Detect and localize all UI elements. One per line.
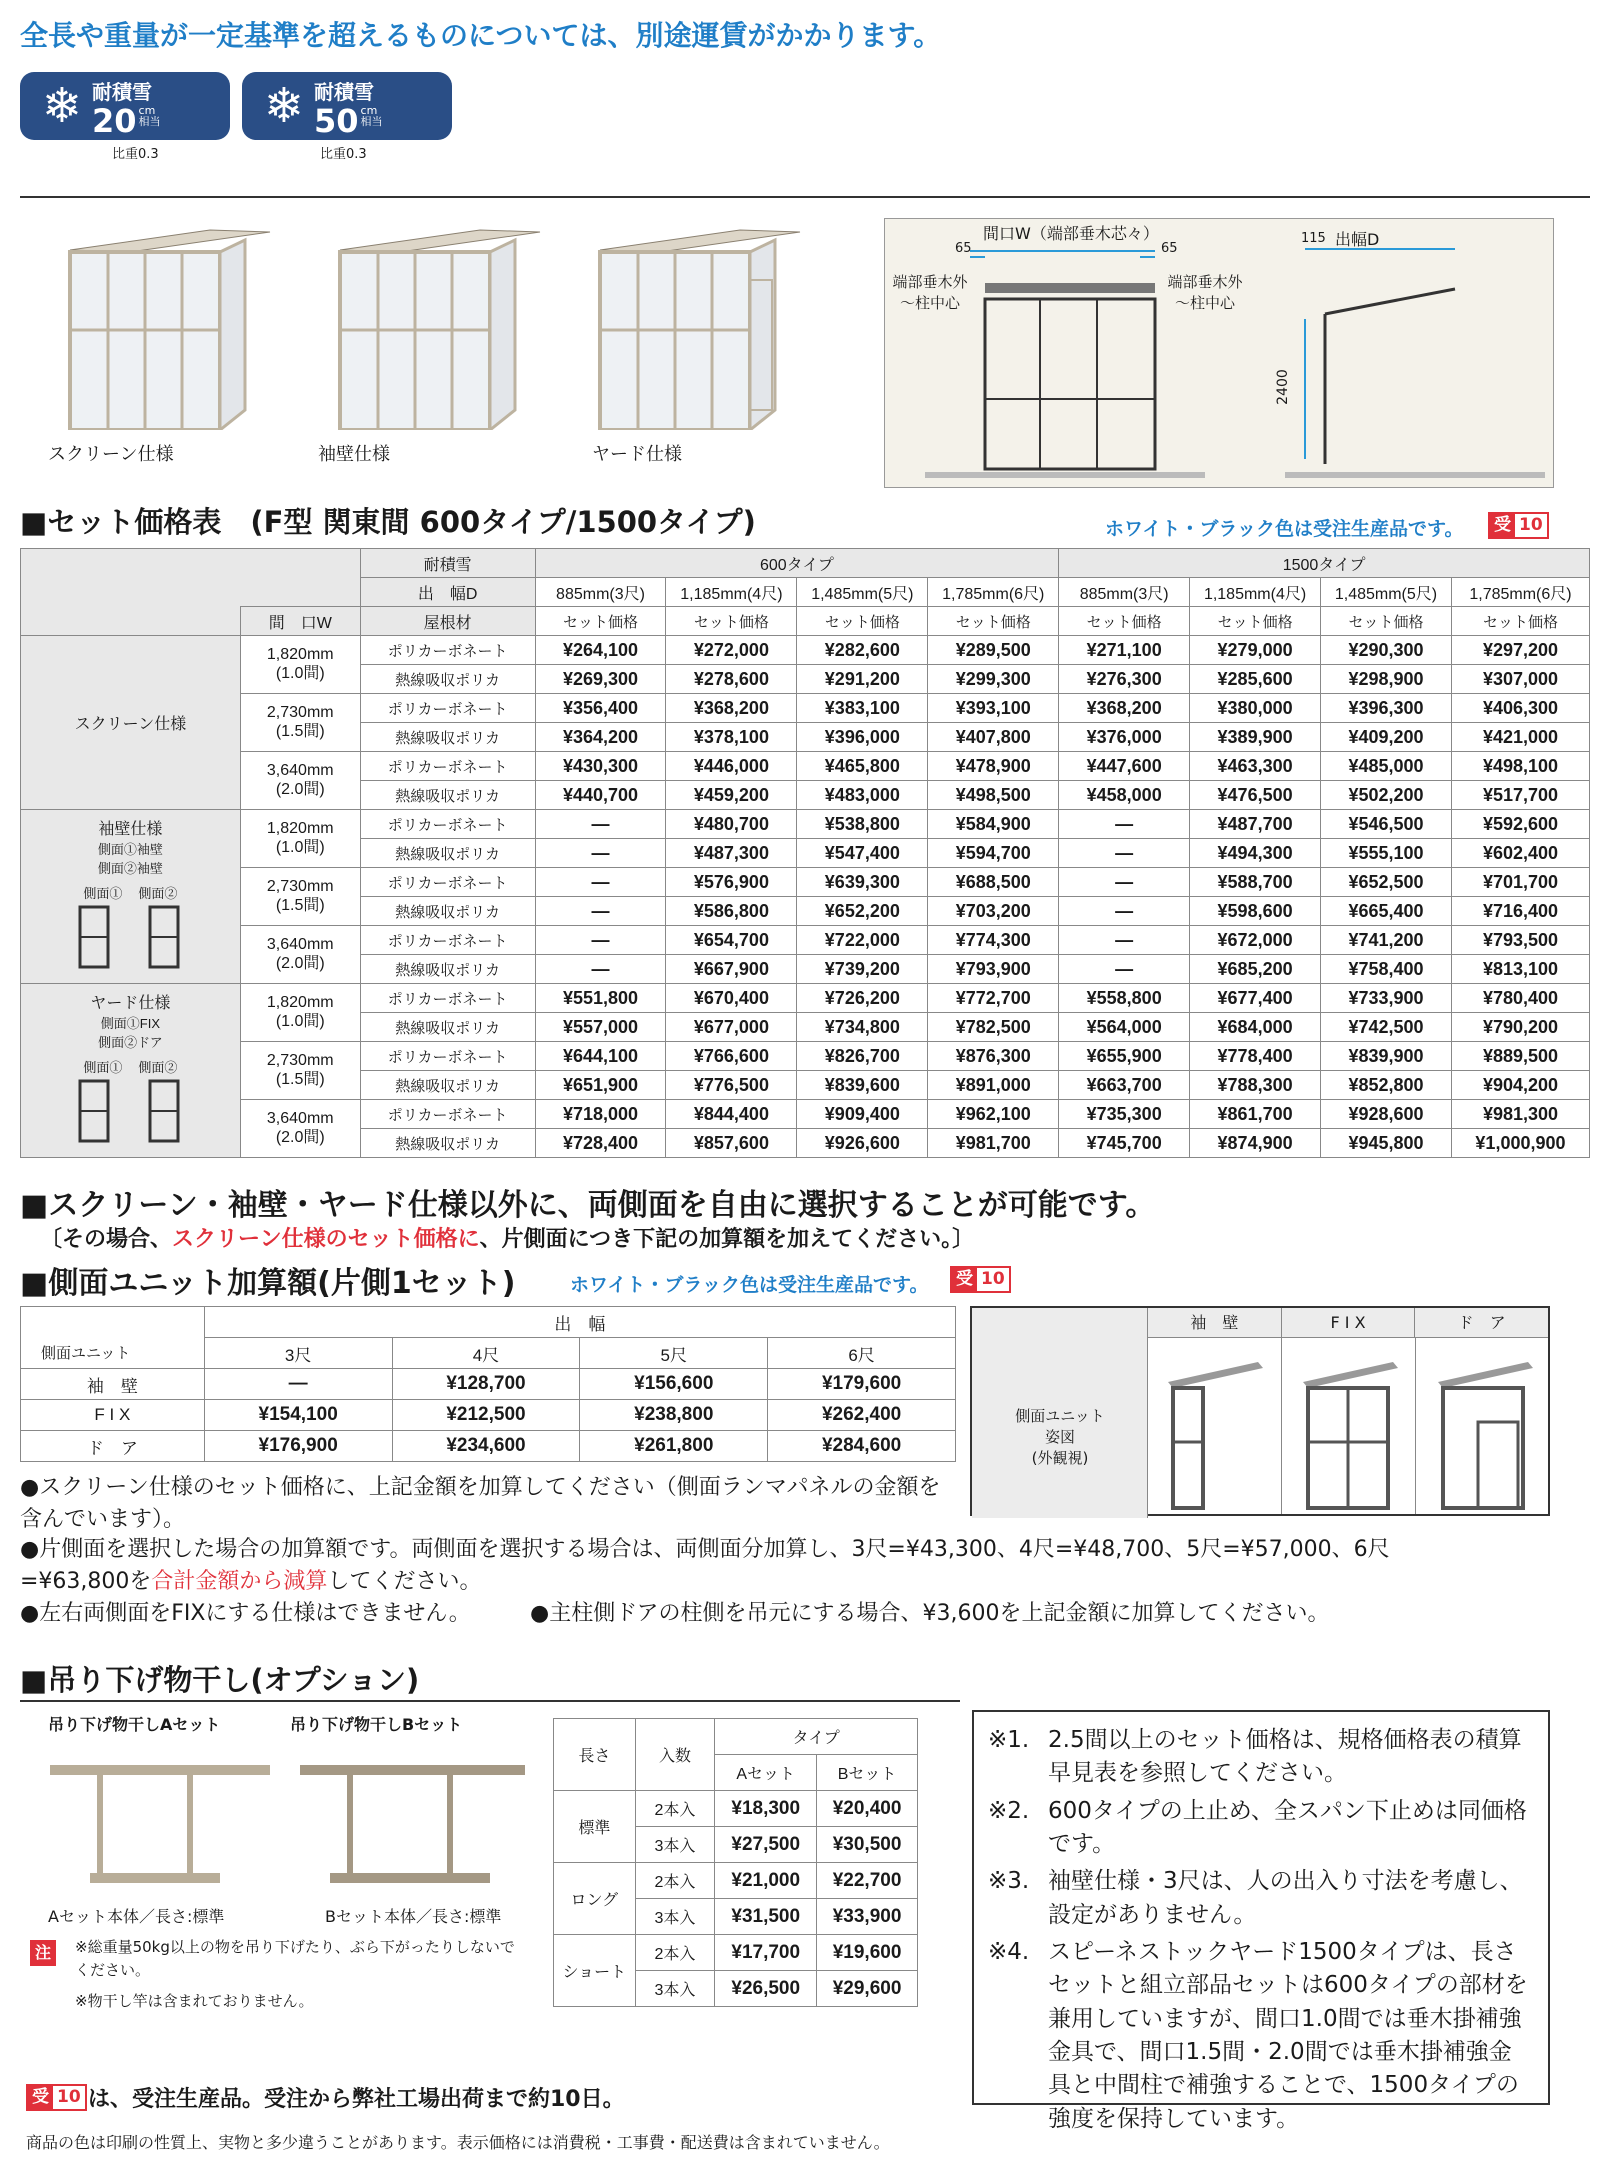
warning-badge: 注 [30, 1940, 56, 1966]
table-row: 袖 壁 — ¥128,700 ¥156,600 ¥179,600 [21, 1369, 956, 1400]
table-row: スクリーン仕様 1,820mm (1.0間) ポリカーボネート ¥264,100 ¥272,000 ¥282,600 ¥289,500 ¥271,100 ¥279,000 ¥290,300 ¥297,200 [21, 636, 1590, 665]
footer-badge: 受 10 [26, 2084, 87, 2111]
set-price-title: ■セット価格表 (F型 関東間 600タイプ/1500タイプ) [20, 505, 756, 539]
side-choice-title: ■スクリーン・袖壁・ヤード仕様以外に、両側面を自由に選択することが可能です。 [20, 1188, 1156, 1223]
table-row: ショート 2本入 ¥17,700 ¥19,600 [554, 1935, 918, 1971]
caption-sleeve-wall: 袖壁仕様 [318, 444, 390, 465]
table-row: 3本入 ¥31,500 ¥33,900 [554, 1899, 918, 1935]
unit-made-to-order-badge: 受 10 [950, 1266, 1011, 1293]
side-choice-note: 〔その場合、スクリーン仕様のセット価格に、片側面につき下記の加算額を加えてください。〕 [40, 1227, 975, 1252]
hanger-warning-1: ※総重量50kg以上の物を吊り下げたり、ぶら下がったりしないでください。 [75, 1938, 515, 1979]
side-icon [55, 1076, 205, 1146]
table-row: 3本入 ¥26,500 ¥29,600 [554, 1971, 918, 2007]
made-to-order-note: ホワイト・ブラック色は受注生産品です。 [1105, 518, 1464, 540]
height-label: 2400 [1274, 369, 1291, 405]
hanger-b-image [290, 1745, 530, 1895]
table-row: 熱線吸収ポリカ ¥728,400 ¥857,600 ¥926,600 ¥981,700 ¥745,700 ¥874,900 ¥945,800 ¥1,000,900 [21, 1129, 1590, 1158]
table-row: 熱線吸収ポリカ ¥557,000 ¥677,000 ¥734,800 ¥782,500 ¥564,000 ¥684,000 ¥742,500 ¥790,200 [21, 1013, 1590, 1042]
table-row: 3,640mm (2.0間) ポリカーボネート ¥430,300 ¥446,000 ¥465,800 ¥478,900 ¥447,600 ¥463,300 ¥485,000 ¥498,100 [21, 752, 1590, 781]
divider [20, 196, 1590, 198]
hanger-a-caption: Aセット本体／長さ:標準 [48, 1907, 225, 1926]
table-row: 熱線吸収ポリカ ¥364,200 ¥378,100 ¥396,000 ¥407,800 ¥376,000 ¥389,900 ¥409,200 ¥421,000 [21, 723, 1590, 752]
unit-figure-drawings [1148, 1342, 1548, 1514]
remark-item: ※1. 2.5間以上のセット価格は、規格価格表の積算早見表を参照してください。 [988, 1727, 1522, 1787]
table-row: 2,730mm (1.5間) ポリカーボネート ¥644,100 ¥766,600 ¥826,700 ¥876,300 ¥655,900 ¥778,400 ¥839,900 ¥889,500 [21, 1042, 1590, 1071]
side-offset: 115 [1301, 231, 1326, 246]
dimension-diagram [884, 218, 1554, 488]
caption-yard: ヤード仕様 [592, 444, 682, 465]
table-row: 熱線吸収ポリカ ¥651,900 ¥776,500 ¥839,600 ¥891,000 ¥663,700 ¥788,300 ¥852,800 ¥904,200 [21, 1071, 1590, 1100]
unit-figure-label: 側面ユニット 姿図 (外観視) [1015, 1407, 1105, 1467]
table-row: 熱線吸収ポリカ — ¥586,800 ¥652,200 ¥703,200 — ¥598,600 ¥665,400 ¥716,400 [21, 897, 1590, 926]
note-3: ●左右両側面をFIXにする仕様はできません。 [20, 1601, 471, 1626]
snow-load-badge-50: ❄ 耐積雪 50 cm 相当 [242, 72, 452, 140]
table-row: 熱線吸収ポリカ ¥269,300 ¥278,600 ¥291,200 ¥299,300 ¥276,300 ¥285,600 ¥298,900 ¥307,000 [21, 665, 1590, 694]
remarks-box [972, 1710, 1550, 2132]
snowflake-icon: ❄ [41, 78, 83, 134]
yard-type-image [590, 220, 810, 430]
width-label: 間口W（端部垂木芯々） [983, 224, 1159, 243]
note-1: ●スクリーン仕様のセット価格に、上記金額を加算してください（側面ランマパネルの金額を含んでいます）。 [20, 1475, 941, 1532]
unit-price-title: ■側面ユニット加算額(片側1セット) [20, 1266, 516, 1301]
table-row: 3,640mm (2.0間) ポリカーボネート ¥718,000 ¥844,400 ¥909,400 ¥962,100 ¥735,300 ¥861,700 ¥928,600 ¥981,300 [21, 1100, 1590, 1129]
snow-load-badge-20: ❄ 耐積雪 20 cm 相当 [20, 72, 230, 140]
group-1: 袖壁仕様 側面①袖壁 側面②袖壁 側面① 側面② [21, 810, 241, 984]
table-row: 袖壁仕様 側面①袖壁 側面②袖壁 側面① 側面② 1,820mm (1.0間) ポリカーボネート — ¥480,700 ¥538,800 ¥584,900 — ¥487,700 ¥546,500 ¥592,600 [21, 810, 1590, 839]
left-offset: 65 [955, 241, 972, 256]
hanger-a-title: 吊り下げ物干しAセット [48, 1715, 221, 1734]
right-offset: 65 [1161, 241, 1178, 256]
hanger-title: ■吊り下げ物干し(オプション) [20, 1663, 420, 1697]
unit-made-to-order: ホワイト・ブラック色は受注生産品です。 [570, 1274, 929, 1296]
side-icon [55, 902, 205, 972]
left-note: 端部垂木外 〜柱中心 [892, 273, 968, 312]
remark-item: ※2. 600タイプの上止め、全スパン下止めは同価格です。 [988, 1797, 1527, 1858]
footer-line-2: 商品の色は印刷の性質上、実物と多少違うことがあります。表示価格には消費税・工事費・配送費は含まれていません。 [26, 2133, 890, 2152]
hanger-b-title: 吊り下げ物干しBセット [290, 1715, 463, 1734]
group-2: ヤード仕様 側面①FIX 側面②ドア 側面① 側面② [21, 984, 241, 1158]
table-row: ヤード仕様 側面①FIX 側面②ドア 側面① 側面② 1,820mm (1.0間) ポリカーボネート ¥551,800 ¥670,400 ¥726,200 ¥772,700 ¥558,800 ¥677,400 ¥733,900 ¥780,400 [21, 984, 1590, 1013]
table-row: 2,730mm (1.5間) ポリカーボネート ¥356,400 ¥368,200 ¥383,100 ¥393,100 ¥368,200 ¥380,000 ¥396,300 ¥406,300 [21, 694, 1590, 723]
table-row: 標準 2本入 ¥18,300 ¥20,400 [554, 1791, 918, 1827]
table-row: 2,730mm (1.5間) ポリカーボネート — ¥576,900 ¥639,300 ¥688,500 — ¥588,700 ¥652,500 ¥701,700 [21, 868, 1590, 897]
screen-type-image [60, 220, 280, 430]
set-price-table: 耐積雪 600タイプ 1500タイプ 出 幅D 885mm(3尺) 1,185mm(4尺) 1,485mm(5尺) 1,785mm(6尺) 885mm(3尺) 1,185mm(4尺) 1,485mm(5尺) 1,785mm(6尺) 間 口W 屋根材 セット価格 セット価格 セット価格 セット価格 セット価格 セット価格 セット価格 セット価格 スクリーン仕様 1,820mm (1.0間) ポリカーボネート ¥264,100 ¥272,000 ¥282,600 ¥289,500 ¥271,100 ¥279,000 ¥290,300 ¥297,200 熱線吸収ポリカ ¥269,300 ¥278,600 ¥291,200 ¥299,300 ¥276,300 ¥285,600 ¥298,900 ¥307,000 2,730mm (1.5間) ポリカーボネート ¥356,400 ¥368,200 ¥383,100 ¥393,100 ¥368,200 ¥380,000 ¥396,300 ¥406,300 熱線吸収ポリカ ¥364,200 ¥378,100 ¥396,000 ¥407,800 ¥376,000 ¥389,900 ¥409,200 ¥421,000 3,640mm (2.0間) ポリカーボネート ¥430,300 ¥446,000 ¥465,800 ¥478,900 ¥447,600 ¥463,300 ¥485,000 ¥498,100 熱線吸収ポリカ ¥440,700 ¥459,200 ¥483,000 ¥498,500 ¥458,000 ¥476,500 ¥502,200 ¥517,700 袖壁仕様 側面①袖壁 側面②袖壁 側面① 側面② 1,820mm (1.0間) ポリカーボネート — ¥480,700 ¥538,800 ¥584,900 — ¥487,700 ¥546,500 ¥592,600 熱線吸収ポリカ — ¥487,300 ¥547,400 ¥594,700 — ¥494,300 ¥555,100 ¥602,400 2,730mm (1.5間) ポリカーボネート — ¥576,900 ¥639,300 ¥688,500 — ¥588,700 ¥652,500 ¥701,700 熱線吸収ポリカ — ¥586,800 ¥652,200 ¥703,200 — ¥598,600 ¥665,400 ¥716,400 3,640mm (2.0間) ポリカーボネート — ¥654,700 ¥722,000 ¥774,300 — ¥672,000 ¥741,200 ¥793,500 熱線吸収ポリカ — ¥667,900 ¥739,200 ¥793,900 — ¥685,200 ¥758,400 ¥813,100 ヤード仕様 側面①FIX 側面②ドア 側面① 側面② 1,820mm (1.0間) ポリカーボネート ¥551,800 ¥670,400 ¥726,200 ¥772,700 ¥558,800 ¥677,400 ¥733,900 ¥780,400 熱線吸収ポリカ ¥557,000 ¥677,000 ¥734,800 ¥782,500 ¥564,000 ¥684,000 ¥742,500 ¥790,200 2,730mm (1.5間) ポリカーボネート ¥644,100 ¥766,600 ¥826,700 ¥876,300 ¥655,900 ¥778,400 ¥839,900 ¥889,500 熱線吸収ポリカ ¥651,900 ¥776,500 ¥839,600 ¥891,000 ¥663,700 ¥788,300 ¥852,800 ¥904,200 3,640mm (2.0間) ポリカーボネート ¥718,000 ¥844,400 ¥909,400 ¥962,100 ¥735,300 ¥861,700 ¥928,600 ¥981,300 熱線吸収ポリカ ¥728,400 ¥857,600 ¥926,600 ¥981,700 ¥745,700 ¥874,900 ¥945,800 ¥1,000,900 [20, 548, 1590, 1158]
caption-screen: スクリーン仕様 [48, 444, 174, 465]
hanger-warning-2: ※物干し竿は含まれておりません。 [75, 1992, 314, 2010]
unit-hdr-width: 出 幅 [204, 1307, 955, 1338]
table-row: ド ア ¥176,900 ¥234,600 ¥261,800 ¥284,600 [21, 1431, 956, 1462]
made-to-order-badge: 受 10 [1488, 512, 1549, 539]
table-row: 熱線吸収ポリカ — ¥487,300 ¥547,400 ¥594,700 — ¥494,300 ¥555,100 ¥602,400 [21, 839, 1590, 868]
hanger-price-table: 長さ 入数 タイプ Aセット Bセット 標準 2本入 ¥18,300 ¥20,400 3本入 ¥27,500 ¥30,500 ロング 2本入 ¥21,000 ¥22,700 3本入 ¥31,500 ¥33,900 ショート 2本入 ¥17,700 ¥19,600 3本入 ¥26,500 ¥29,600 [553, 1718, 918, 2007]
hanger-a-image [40, 1745, 270, 1895]
table-row: 熱線吸収ポリカ ¥440,700 ¥459,200 ¥483,000 ¥498,500 ¥458,000 ¥476,500 ¥502,200 ¥517,700 [21, 781, 1590, 810]
remark-item: ※4. スピーネストックヤード1500タイプは、長さセットと組立部品セットは600タイプの部材を兼用していますが、間口1.0間では垂木掛補強金具で、間口1.5間・2.0間では垂木掛補強金具と中間柱で補強することで、1500タイプの強度を保持しています。 [988, 1939, 1528, 2132]
table-row: 熱線吸収ポリカ — ¥667,900 ¥739,200 ¥793,900 — ¥685,200 ¥758,400 ¥813,100 [21, 955, 1590, 984]
note-4: ●主柱側ドアの柱側を吊元にする場合、¥3,600を上記金額に加算してください。 [530, 1601, 1330, 1626]
table-row: F I X ¥154,100 ¥212,500 ¥238,800 ¥262,400 [21, 1400, 956, 1431]
sleeve-wall-type-image [330, 220, 550, 430]
specific-gravity-50: 比重0.3 [320, 147, 367, 162]
table-row: 3本入 ¥27,500 ¥30,500 [554, 1827, 918, 1863]
unit-price-table: 出 幅 側面ユニット 3尺 4尺 5尺 6尺 袖 壁 — ¥128,700 ¥156,600 ¥179,600 F I X ¥154,100 ¥212,500 ¥238,800 ¥262,400 ド ア ¥176,900 ¥234,600 ¥261,800 ¥284,600 [20, 1306, 956, 1462]
specific-gravity-20: 比重0.3 [112, 147, 159, 162]
hanger-b-caption: Bセット本体／長さ:標準 [325, 1907, 502, 1926]
remark-item: ※3. 袖壁仕様・3尺は、人の出入り寸法を考慮し、設定がありません。 [988, 1868, 1523, 1928]
unit-figure: 側面ユニット 姿図 (外観視) 袖 壁 F I X ド ア [970, 1306, 1550, 1516]
note-2: ●片側面を選択した場合の加算額です。両側面を選択する場合は、両側面分加算し、3尺=¥43,300、4尺=¥48,700、5尺=¥57,000、6尺=¥63,800を合計金額から減算してください。 [20, 1537, 1390, 1594]
unit-hdr-unit: 側面ユニット [21, 1338, 205, 1369]
shipping-notice: 全長や重量が一定基準を超えるものについては、別途運賃がかかります。 [20, 19, 942, 52]
depth-label: 出幅D [1335, 230, 1380, 249]
footer-line-1: は、受注生産品。受注から弊社工場出荷まで約10日。 [88, 2087, 625, 2112]
snowflake-icon: ❄ [263, 78, 305, 134]
table-row: 3,640mm (2.0間) ポリカーボネート — ¥654,700 ¥722,000 ¥774,300 — ¥672,000 ¥741,200 ¥793,500 [21, 926, 1590, 955]
group-0: スクリーン仕様 [21, 636, 241, 810]
table-row: ロング 2本入 ¥21,000 ¥22,700 [554, 1863, 918, 1899]
right-note: 端部垂木外 〜柱中心 [1167, 273, 1243, 312]
